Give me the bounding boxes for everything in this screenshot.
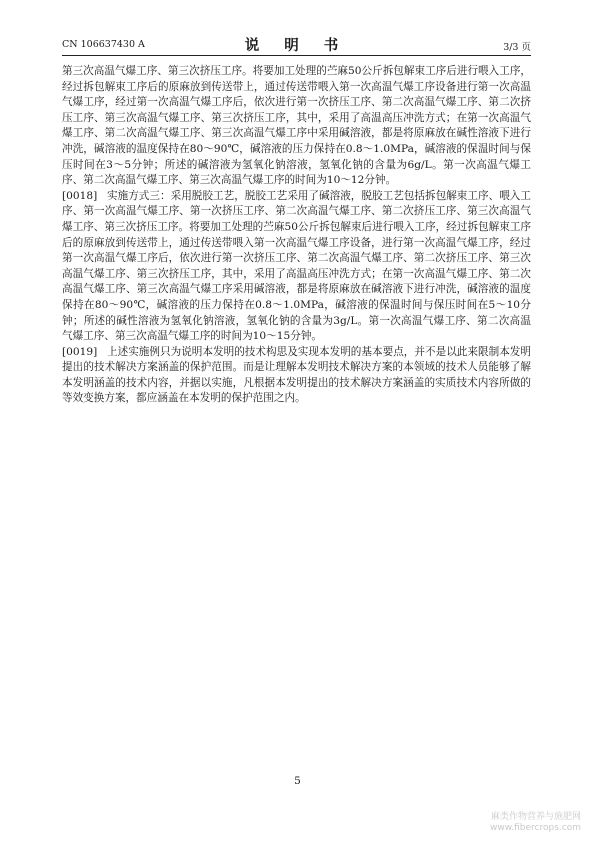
paragraph-number: [0018] <box>62 189 98 202</box>
paragraph-number: [0019] <box>62 345 98 358</box>
paragraph-continued <box>62 64 531 189</box>
document-title: 说 明 书 <box>244 37 349 54</box>
page-number: 5 <box>294 775 301 787</box>
page-header <box>62 33 531 56</box>
page-indicator: 3/3 页 <box>503 42 531 53</box>
document-number: CN 106637430 A <box>62 39 145 50</box>
watermark-line2: www.fibercrops.com <box>490 823 581 833</box>
paragraph-0019 <box>62 345 531 407</box>
watermark <box>490 812 581 834</box>
paragraph-text: 实施方式三：采用脱胶工艺，脱胶工艺采用了碱溶液，脱胶工艺包括拆包解束工序、喂入工序、第一次高温气爆工序、第一次挤压工序、第二次高温气爆工序、第二次挤压工序、第三次高温气爆工序、第三次挤压工序。将要加工处理的苎麻50公斤拆包解束后进行喂入工序，经过拆包解束工序后的原麻放到传送带上，通过传送带喂入第一次高温气爆工序设备，进行第一次高温气爆工序，经过第一次高温气爆工序后，依次进行第一次挤压工序、第二次高温气爆工序、第二次挤压工序、第三次高温气爆工序、第三次挤压工序，其中，采用了高温高压冲洗方式；在第一次高温气爆工序、第二次高温气爆工序、第三次高温气爆工序采用碱溶液，都是将原麻放在碱溶液下进行冲洗，碱溶液的温度保持在80～90℃，碱溶液的压力保持在0.8～1.0MPa，碱溶液的保温时间与保压时间在5～10分钟；所述的碱性溶液为氢氧化钠溶液，氢氧化钠的含量为3g/L。第一次高温气爆工序、第二次高温气爆工序、第三次高温气爆工序的时间为10～15分钟。 <box>62 189 532 343</box>
paragraph-text: 第三次高温气爆工序、第三次挤压工序。将要加工处理的苎麻50公斤拆包解束工序后进行喂入工序，经过拆包解束工序后的原麻放到传送带上，通过传送带喂入第一次高温气爆工序设备进行第一次高温气爆工序，经过第一次高温气爆工序后，依次进行第一次挤压工序、第二次高温气爆工序、第二次挤压工序、第三次高温气爆工序、第三次挤压工序，其中，采用了高温高压冲洗方式；在第一次高温气爆工序、第二次高温气爆工序、第三次高温气爆工序中采用碱溶液，都是将原麻放在碱性溶液下进行冲洗，碱溶液的温度保持在80～90℃，碱溶液的压力保持在0.8～1.0MPa，碱溶液的保温时间与保压时间在3～5分钟；所述的碱溶液为氢氧化钠溶液，氢氧化钠的含量为6g/L。第一次高温气爆工序、第二次高温气爆工序、第三次高温气爆工序的时间为10～12分钟。 <box>62 65 532 187</box>
paragraph-0018 <box>62 189 531 345</box>
paragraph-text: 上述实施例只为说明本发明的技术构思及实现本发明的基本要点，并不是以此来限制本发明提出的技术解决方案涵盖的保护范围。而是让理解本发明技术解决方案的本领域的技术人员能够了解本发明涵盖的技术内容，并据以实施，凡根据本发明提出的技术解决方案涵盖的实质技术内容所做的等效变换方案，都应涵盖在本发明的保护范围之内。 <box>62 345 531 405</box>
watermark-line1: 麻类作物营养与施肥网 <box>490 812 581 822</box>
document-body <box>62 64 531 407</box>
